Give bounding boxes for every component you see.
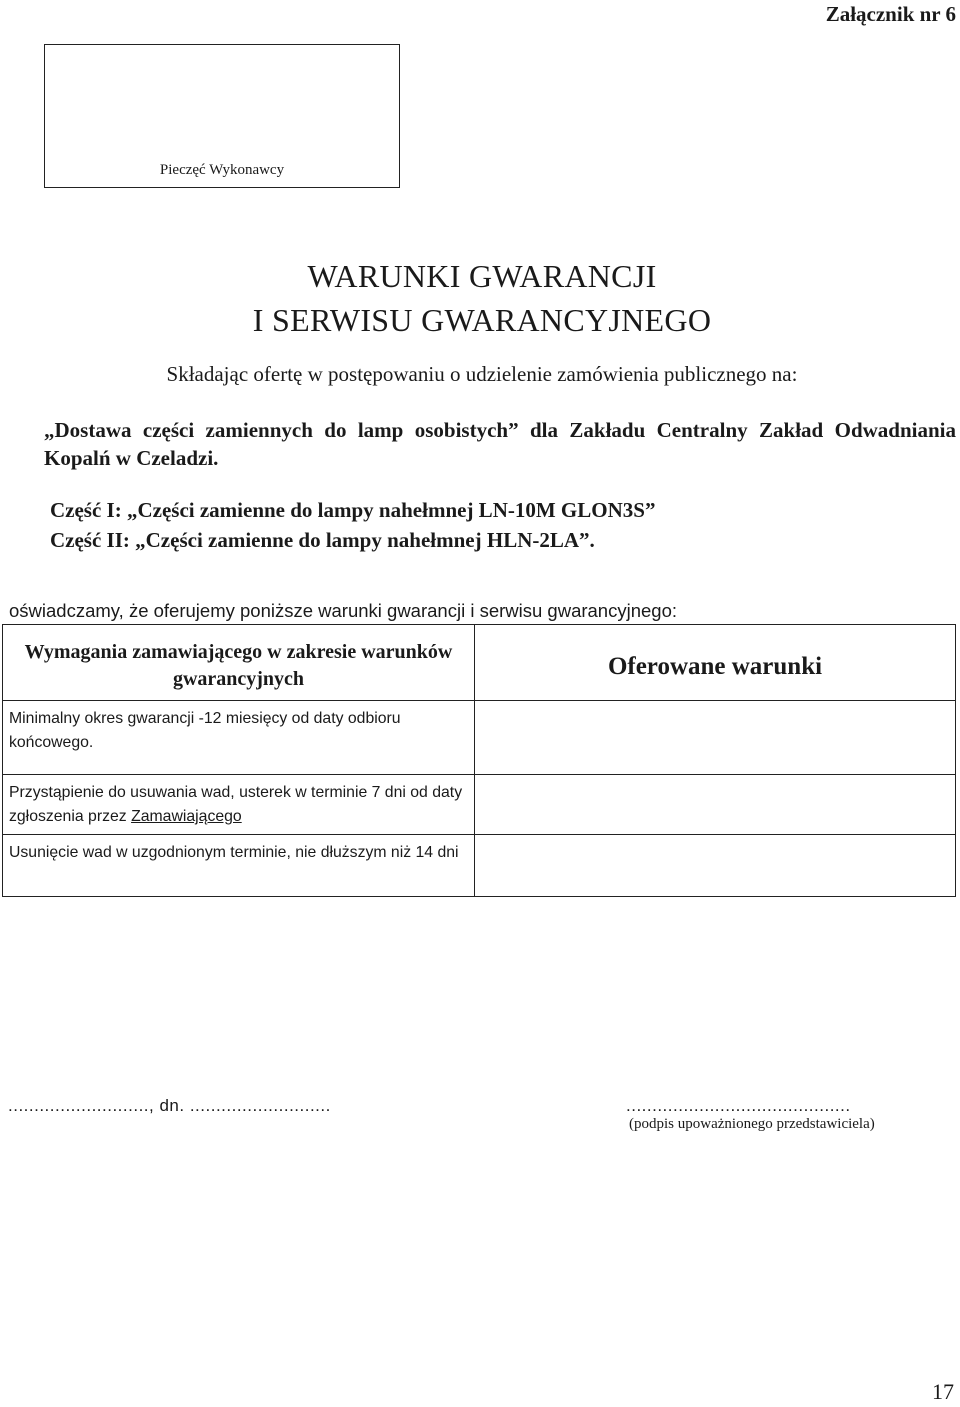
stamp-label: Pieczęć Wykonawcy [159, 162, 285, 178]
document-title-line2: I SERWISU GWARANCYJNEGO [252, 302, 712, 338]
warranty-requirements-table [2, 624, 956, 897]
table-header-row [3, 625, 956, 701]
table-row [3, 775, 956, 835]
attachment-label: Załącznik nr 6 [825, 2, 956, 26]
part-2: Część II: „Części zamienne do lampy nahełmnej HLN-2LA”. [50, 528, 595, 552]
contractor-stamp-box [44, 44, 400, 188]
page-number: 17 [932, 1379, 954, 1404]
requirement-cell [3, 775, 475, 835]
procurement-subject: „Dostawa części zamiennych do lamp osobistych” dla Zakładu Centralny Zakład Odwadniania Kopalń w Czeladzi. [44, 418, 956, 470]
intro-text: Składając ofertę w postępowaniu o udzielenie zamówienia publicznego na: [166, 362, 798, 386]
header-offered-conditions: Oferowane warunki [475, 625, 956, 701]
requirement-text: Przystąpienie do usuwania wad, usterek w terminie 7 dni od daty zgłoszenia przez [9, 784, 463, 825]
requirement-cell: Usunięcie wad w uzgodnionym terminie, nie dłuższym niż 14 dni [3, 835, 475, 897]
offered-cell[interactable] [475, 835, 956, 897]
header-requirements: Wymagania zamawiającego w zakresie warunków gwarancyjnych [3, 625, 475, 701]
offered-cell[interactable] [475, 775, 956, 835]
offered-cell[interactable] [475, 701, 956, 775]
table-row [3, 701, 956, 775]
table-row [3, 835, 956, 897]
signature-caption: (podpis upoważnionego przedstawiciela) [629, 1116, 875, 1132]
requirement-underlined-text: Zamawiającego [131, 808, 242, 825]
declaration-text: oświadczamy, że oferujemy poniższe warunki gwarancji i serwisu gwarancyjnego: [9, 600, 677, 621]
part-1: Część I: „Części zamienne do lampy nahełmnej LN-10M GLON3S” [50, 498, 656, 522]
requirement-cell: Minimalny okres gwarancji -12 miesięcy od daty odbioru końcowego. [3, 701, 475, 775]
document-title-line1: WARUNKI GWARANCJI [307, 258, 657, 294]
place-date-line: ..........................., dn. ........................... [8, 1096, 331, 1115]
signature-line: ........................................... [626, 1096, 851, 1115]
